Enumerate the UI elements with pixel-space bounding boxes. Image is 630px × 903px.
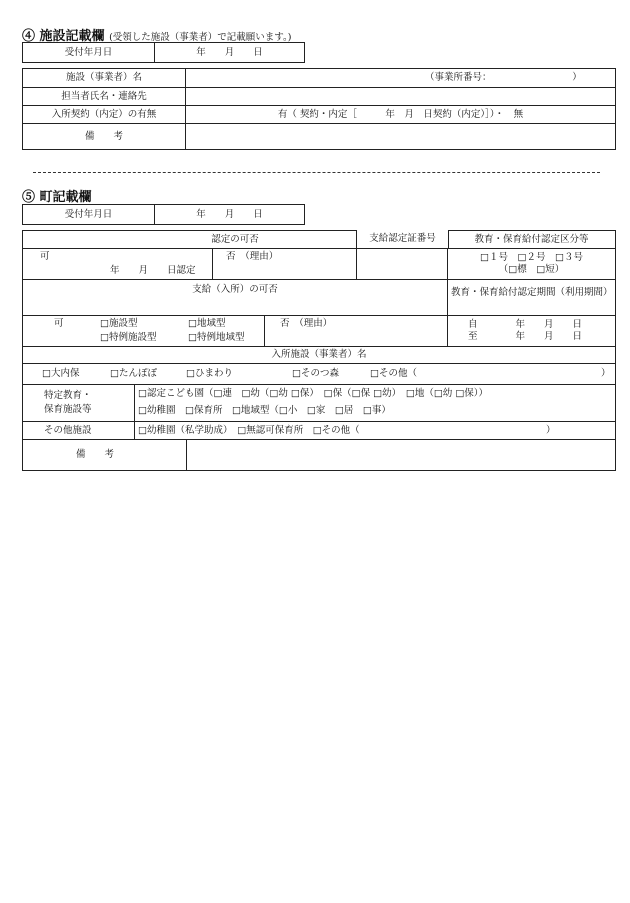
facility-option-other-close: ） bbox=[601, 368, 611, 379]
certification-header: 認定の可否 bbox=[23, 231, 448, 249]
payment-special-regional[interactable]: □特例地域型 bbox=[188, 332, 245, 343]
other-divider bbox=[134, 422, 135, 440]
section5-number: ⑤ bbox=[22, 190, 36, 205]
office-number-label: （事業所番号： ） bbox=[425, 72, 582, 83]
contact-label: 担当者氏名・連絡先 bbox=[23, 88, 186, 106]
section4-title: 施設記載欄 bbox=[39, 29, 105, 44]
section5-heading bbox=[22, 186, 92, 205]
section-divider bbox=[33, 172, 600, 173]
contact-field[interactable] bbox=[186, 88, 616, 106]
cert-no-reason-label: 否 （理由） bbox=[226, 251, 279, 262]
section4-received-date-label: 受付年月日 bbox=[23, 43, 155, 63]
section5-town-table bbox=[22, 230, 616, 471]
class-numbers: □１号 □２号 □３号 bbox=[480, 252, 583, 263]
section5-remarks-label: 備 考 bbox=[76, 449, 115, 460]
facility-option-himawari[interactable]: □ひまわり bbox=[186, 368, 233, 379]
facility-option-sonotsumori[interactable]: □そのつ森 bbox=[292, 368, 339, 379]
specific-options-line1[interactable]: □認定こども園（□連 □幼（□幼 □保） □保（□保 □幼） □地（□幼 □保）） bbox=[138, 388, 489, 399]
cert-number-field[interactable] bbox=[357, 249, 448, 280]
payment-header: 支給（入所）の可否 bbox=[23, 280, 448, 316]
section4-remarks-field[interactable] bbox=[186, 124, 616, 150]
other-facility-row[interactable] bbox=[23, 422, 616, 440]
certification-cell[interactable] bbox=[23, 249, 357, 280]
other-facility-options[interactable]: □幼稚園（私学助成） □無認可保育所 □その他（ bbox=[138, 424, 360, 436]
contract-label: 入所契約（内定）の有無 bbox=[23, 106, 186, 124]
section4-number: ④ bbox=[22, 29, 36, 44]
specific-options-line2[interactable]: □幼稚園 □保育所 □地域型（□小 □家 □居 □事） bbox=[138, 405, 391, 416]
payment-ok-label: 可 bbox=[54, 318, 64, 329]
class-header: 教育・保育給付認定区分等 bbox=[448, 231, 616, 249]
facility-option-ouchi[interactable]: □大内保 bbox=[42, 368, 80, 379]
facility-option-tanpopo[interactable]: □たんぽぽ bbox=[110, 368, 157, 379]
other-facility-label: その他施設 bbox=[44, 424, 92, 436]
payment-regional-type[interactable]: □地域型 bbox=[188, 318, 226, 329]
facility-name-field[interactable] bbox=[186, 69, 616, 88]
period-cell[interactable] bbox=[448, 316, 616, 347]
facility-options-row[interactable] bbox=[23, 364, 616, 385]
period-from: 自 年 月 日 bbox=[468, 319, 583, 330]
section4-note: (受領した施設（事業者）で記載願います。) bbox=[109, 32, 292, 43]
section5-remarks-row[interactable] bbox=[23, 440, 616, 471]
cert-ok-label: 可 bbox=[40, 251, 50, 262]
section5-received-date-table bbox=[22, 204, 305, 225]
specific-divider bbox=[134, 385, 135, 422]
period-label: 教育・保育給付認定期間（利用期間） bbox=[448, 280, 616, 316]
period-to: 至 年 月 日 bbox=[468, 331, 583, 342]
section4-received-date-table bbox=[22, 42, 305, 63]
remarks-divider bbox=[186, 440, 187, 471]
specific-label-1: 特定教育・ bbox=[44, 390, 92, 401]
section5-received-date-field[interactable]: 年 月 日 bbox=[155, 205, 305, 225]
cert-divider bbox=[212, 249, 213, 280]
payment-cell[interactable] bbox=[23, 316, 448, 347]
section4-remarks-label: 備 考 bbox=[23, 124, 186, 150]
section5-title: 町記載欄 bbox=[39, 190, 92, 205]
section4-received-date-field[interactable]: 年 月 日 bbox=[155, 43, 305, 63]
facility-name-label: 施設（事業者）名 bbox=[23, 69, 186, 88]
payment-divider bbox=[264, 316, 265, 347]
section4-facility-table bbox=[22, 68, 616, 150]
facility-header: 入所施設（事業者）名 bbox=[23, 347, 616, 364]
class-options-cell[interactable] bbox=[448, 249, 616, 280]
payment-no-reason-label: 否 （理由） bbox=[280, 318, 333, 329]
specific-label-2: 保育施設等 bbox=[44, 404, 92, 415]
class-type: （□標 □短） bbox=[498, 264, 565, 275]
section5-received-date-label: 受付年月日 bbox=[23, 205, 155, 225]
facility-option-other[interactable]: □その他（ bbox=[370, 368, 417, 379]
specific-facility-row[interactable] bbox=[23, 385, 616, 422]
contract-field[interactable]: 有（ 契約・内定［ 年 月 日契約（内定）］）・ 無 bbox=[186, 106, 616, 124]
payment-facility-type[interactable]: □施設型 bbox=[100, 318, 138, 329]
cert-date-label: 年 月 日認定 bbox=[110, 265, 196, 276]
cert-number-header: 支給認定証番号 bbox=[356, 230, 449, 248]
other-facility-close: ） bbox=[546, 424, 556, 436]
payment-special-facility[interactable]: □特例施設型 bbox=[100, 332, 157, 343]
